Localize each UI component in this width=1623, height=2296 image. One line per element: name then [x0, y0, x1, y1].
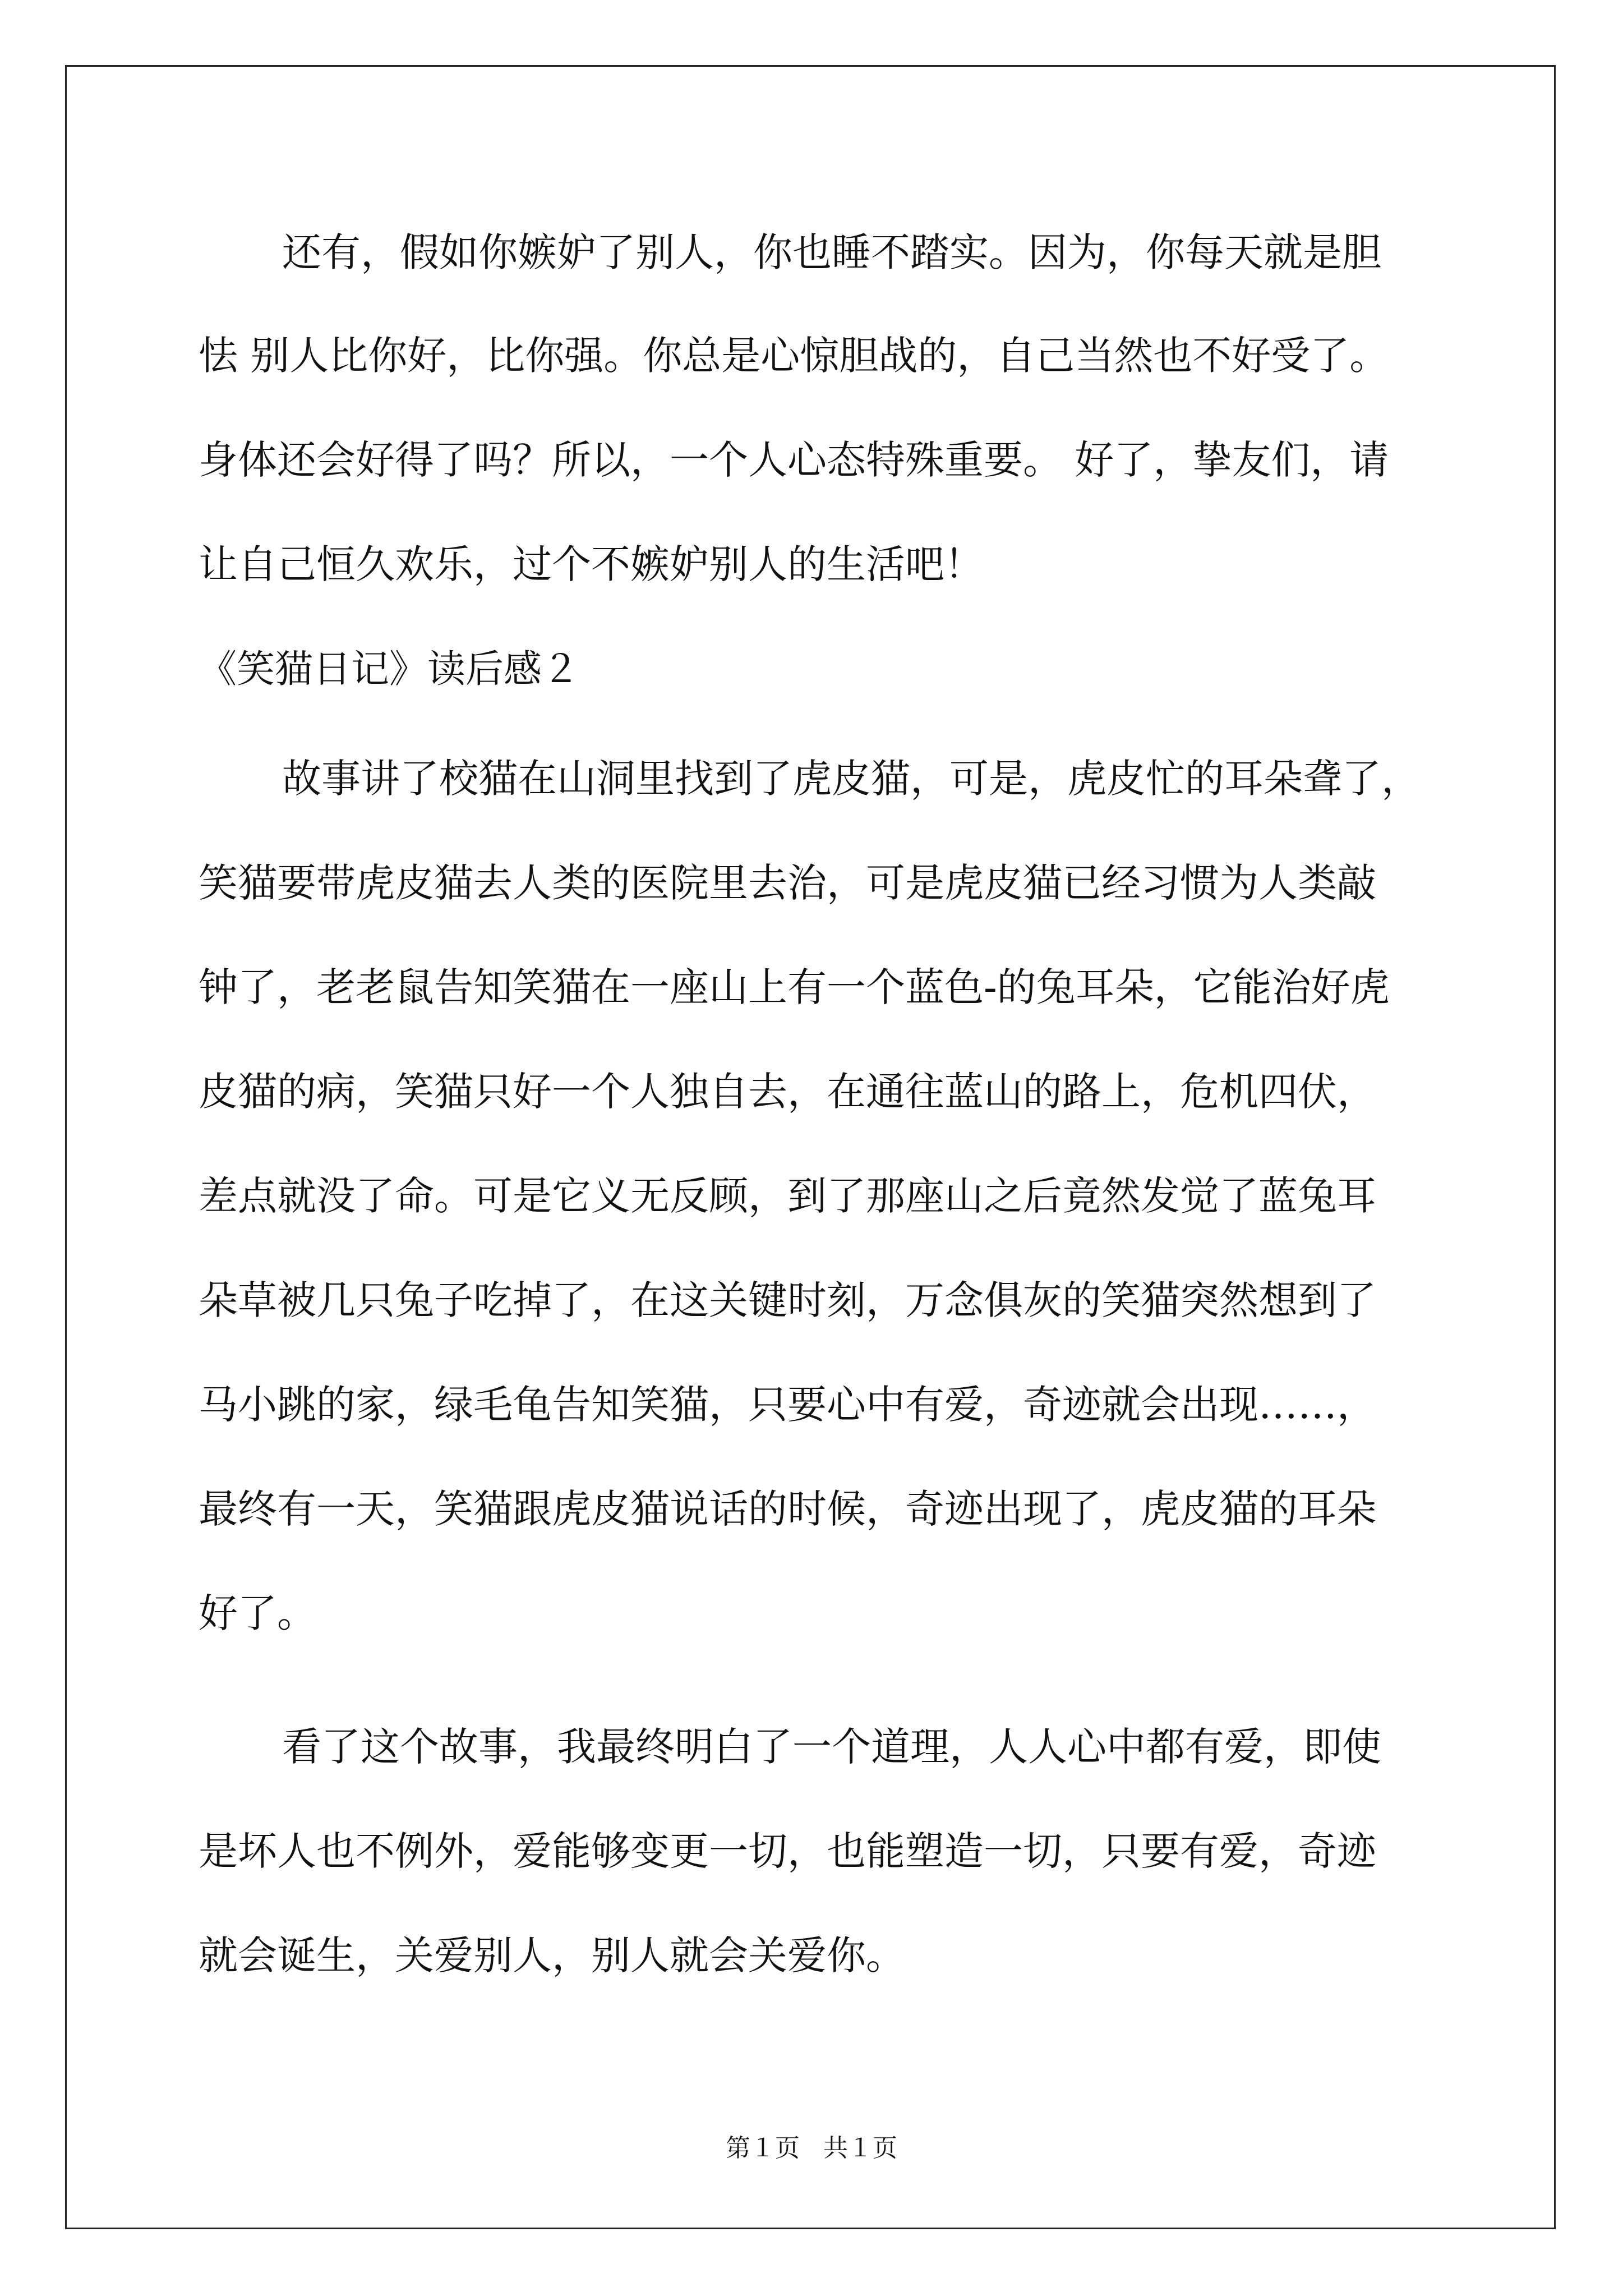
paragraph-3-line-2: 是坏人也不例外，爱能够变更一切，也能塑造一切，只要有爱，奇迹 — [199, 1828, 1376, 1874]
paragraph-1-line-1: 还有，假如你嫉妒了别人，你也睡不踏实。因为，你每天就是胆 — [282, 229, 1381, 275]
paragraph-2-line-9: 好了。 — [199, 1590, 316, 1636]
paragraph-3-line-3: 就会诞生，关爱别人，别人就会关爱你。 — [199, 1932, 905, 1978]
paragraph-2-line-3: 钟了，老老鼠告知笑猫在一座山上有一个蓝色-的兔耳朵，它能治好虎 — [199, 964, 1390, 1010]
paragraph-1-line-2: 怯 别人比你好，比你强。你总是心惊胆战的，自己当然也不好受了。 — [199, 333, 1389, 379]
paragraph-1-line-4: 让自己恒久欢乐，过个不嫉妒别人的生活吧！ — [199, 541, 984, 587]
paragraph-2-line-1: 故事讲了校猫在山洞里找到了虎皮猫，可是，虎皮忙的耳朵聋了， — [282, 756, 1421, 802]
paragraph-2-line-6: 朵草被几只兔子吃掉了，在这关键时刻，万念俱灰的笑猫突然想到了 — [199, 1277, 1376, 1323]
paragraph-2-line-7: 马小跳的家，绿毛龟告知笑猫，只要心中有爱，奇迹就会出现……， — [199, 1382, 1376, 1428]
paragraph-2-line-2: 笑猫要带虎皮猫去人类的医院里去治，可是虎皮猫已经习惯为人类敲 — [199, 860, 1376, 906]
paragraph-2-line-8: 最终有一天，笑猫跟虎皮猫说话的时候，奇迹出现了，虎皮猫的耳朵 — [199, 1486, 1376, 1532]
page-number-footer: 第１页 共１页 — [726, 2134, 897, 2162]
page-border — [65, 65, 1556, 2229]
paragraph-3-line-1: 看了这个故事，我最终明白了一个道理，人人心中都有爱，即使 — [282, 1724, 1381, 1770]
paragraph-1-line-3: 身体还会好得了吗？所以，一个人心态特殊重要。 好了，挚友们，请 — [199, 437, 1389, 483]
paragraph-2-line-4: 皮猫的病，笑猫只好一个人独自去，在通往蓝山的路上，危机四伏， — [199, 1069, 1376, 1115]
paragraph-2-line-5: 差点就没了命。可是它义无反顾，到了那座山之后竟然发觉了蓝兔耳 — [199, 1173, 1376, 1219]
section-heading: 《笑猫日记》读后感２ — [199, 647, 580, 692]
